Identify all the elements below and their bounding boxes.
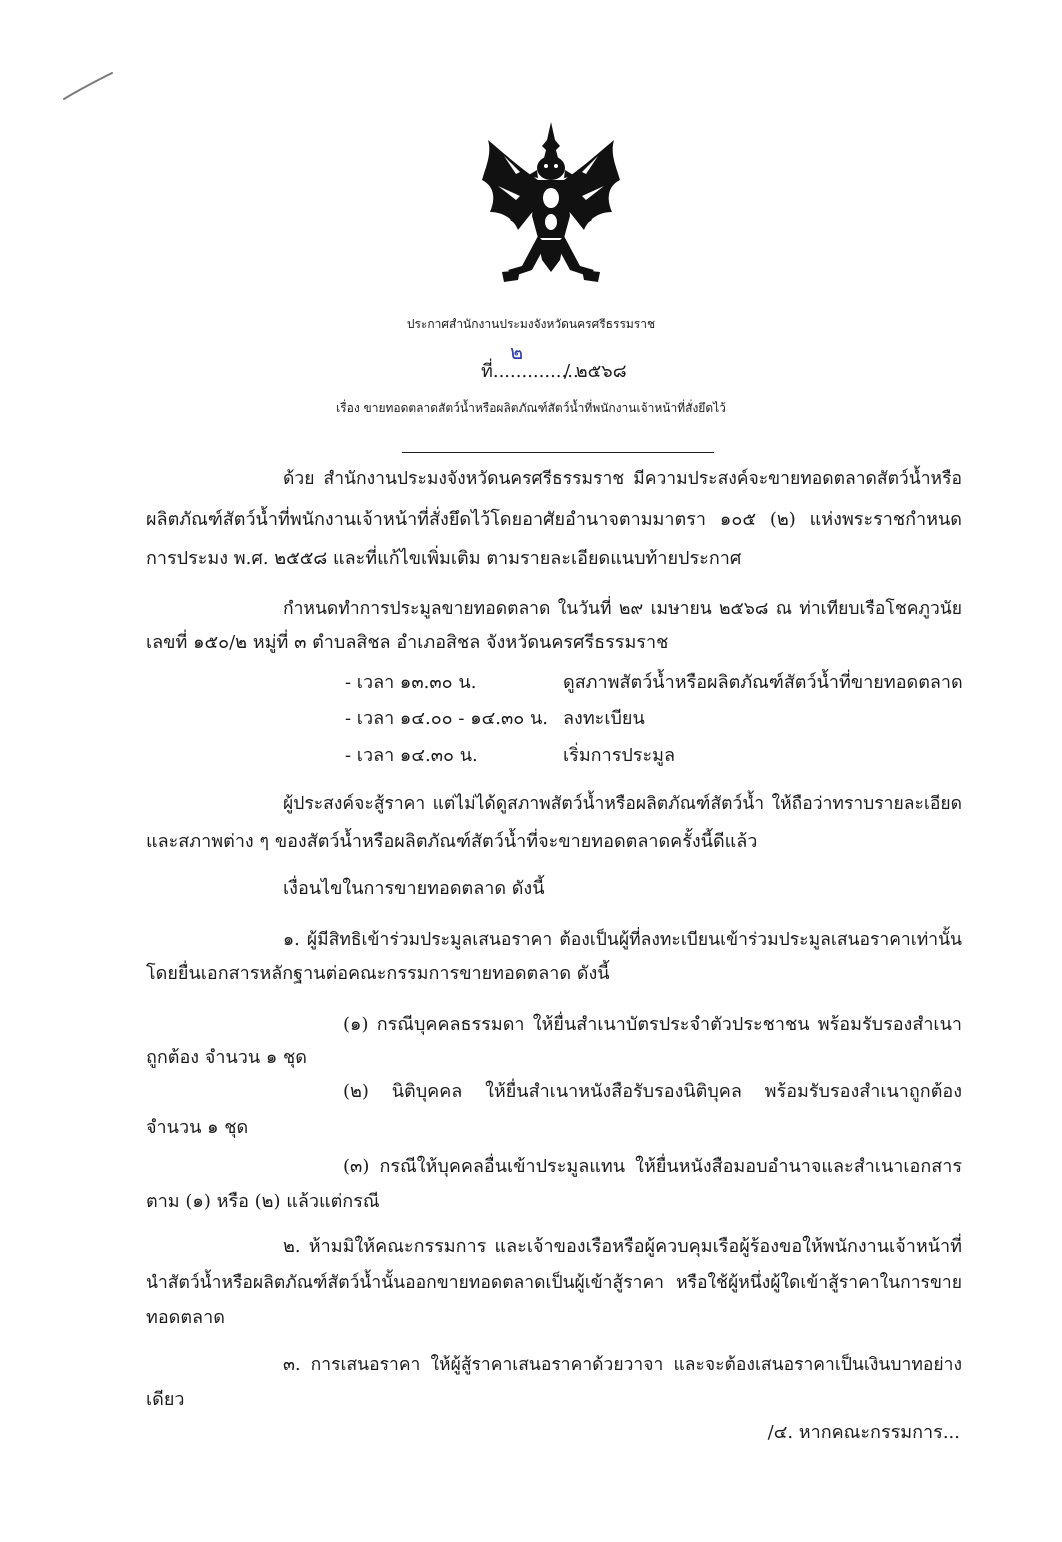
announcement-number-prefix: ที่............... bbox=[481, 361, 579, 382]
condition-1-sub-2-line-2: จำนวน ๑ ชุด bbox=[146, 1117, 249, 1138]
garuda-emblem-icon bbox=[480, 120, 622, 290]
schedule-activity-1: ดูสภาพสัตว์น้ำหรือผลิตภัณฑ์สัตว์น้ำที่ขายทอดตลาด bbox=[563, 672, 963, 693]
page-continuation: /๔. หากคณะกรรมการ... bbox=[767, 1422, 960, 1443]
header-divider bbox=[402, 452, 714, 453]
announcement-number-suffix: / ๒๕๖๘ bbox=[564, 361, 627, 382]
condition-1-sub-3-line-2: ตาม (๑) หรือ (๒) แล้วแต่กรณี bbox=[146, 1191, 380, 1212]
condition-1-sub-3-line-1: (๓) กรณีให้บุคคลอื่นเข้าประมูลแทน ให้ยื่นหนังสือมอบอำนาจและสำเนาเอกสาร bbox=[343, 1156, 962, 1177]
condition-3-line-1: ๓. การเสนอราคา ให้ผู้สู้ราคาเสนอราคาด้วยวาจา และจะต้องเสนอราคาเป็นเงินบาทอย่าง bbox=[283, 1355, 962, 1375]
condition-1-line-2: โดยยื่นเอกสารหลักฐานต่อคณะกรรมการขายทอดตลาด ดังนี้ bbox=[146, 963, 610, 984]
schedule-activity-2: ลงทะเบียน bbox=[563, 708, 645, 729]
notice-line-1: ผู้ประสงค์จะสู้ราคา แต่ไม่ได้ดูสภาพสัตว์น้ำหรือผลิตภัณฑ์สัตว์น้ำ ให้ถือว่าทราบรายละเอียด bbox=[283, 794, 962, 814]
notice-line-2: และสภาพต่าง ๆ ของสัตว์น้ำหรือผลิตภัณฑ์สัตว์น้ำที่จะขายทอดตลาดครั้งนี้ดีแล้ว bbox=[146, 831, 758, 852]
condition-1-line-1: ๑. ผู้มีสิทธิเข้าร่วมประมูลเสนอราคา ต้องเป็นผู้ที่ลงทะเบียนเข้าร่วมประมูลเสนอราคาเท่านั้น bbox=[283, 930, 962, 950]
schedule-activity-3: เริ่มการประมูล bbox=[563, 745, 676, 766]
announcement-title: ประกาศสำนักงานประมงจังหวัดนครศรีธรรมราช bbox=[406, 317, 656, 331]
intro-line-2: ผลิตภัณฑ์สัตว์น้ำที่พนักงานเจ้าหน้าที่สั่งยึดไว้โดยอาศัยอำนาจตามมาตรา ๑๐๕ (๒) แห่งพระราชกำหนด bbox=[146, 509, 962, 530]
auction-line-1: กำหนดทำการประมูลขายทอดตลาด ในวันที่ ๒๙ เมษายน ๒๕๖๘ ณ ท่าเทียบเรือโชคภูวนัย bbox=[283, 599, 962, 619]
condition-3-line-2: เดียว bbox=[146, 1389, 185, 1410]
condition-1-sub-2-line-1: (๒) นิติบุคคล ให้ยื่นสำเนาหนังสือรับรองนิติบุคล พร้อมรับรองสำเนาถูกต้อง bbox=[343, 1081, 962, 1102]
handwritten-number: ๒ bbox=[510, 340, 524, 364]
condition-1-sub-1-line-1: (๑) กรณีบุคคลธรรมดา ให้ยื่นสำเนาบัตรประจำตัวประชาชน พร้อมรับรองสำเนา bbox=[343, 1014, 962, 1035]
schedule-time-3: - เวลา ๑๔.๓๐ น. bbox=[345, 745, 478, 766]
auction-line-2: เลขที่ ๑๕๐/๒ หมู่ที่ ๓ ตำบลสิชล อำเภอสิชล จังหวัดนครศรีธรรมราช bbox=[146, 632, 669, 653]
schedule-time-1: - เวลา ๑๓.๓๐ น. bbox=[345, 672, 477, 693]
intro-line-3: การประมง พ.ศ. ๒๕๕๘ และที่แก้ไขเพิ่มเติม ตามรายละเอียดแนบท้ายประกาศ bbox=[146, 548, 742, 569]
announcement-subject: เรื่อง ขายทอดตลาดสัตว์น้ำหรือผลิตภัณฑ์สัตว์น้ำที่พนักงานเจ้าหน้าที่สั่งยึดไว้ bbox=[336, 401, 726, 415]
schedule-time-2: - เวลา ๑๔.๐๐ - ๑๔.๓๐ น. bbox=[345, 708, 549, 729]
conditions-heading: เงื่อนไขในการขายทอดตลาด ดังนี้ bbox=[283, 878, 545, 899]
condition-2-line-2: นำสัตว์น้ำหรือผลิตภัณฑ์สัตว์น้ำนั้นออกขายทอดตลาดเป็นผู้เข้าสู้ราคา หรือใช้ผู้หนึ่งผู้ใดเข้าสู้ราคาในการขาย bbox=[146, 1273, 962, 1293]
intro-line-1: ด้วย สำนักงานประมงจังหวัดนครศรีธรรมราช มีความประสงค์จะขายทอดตลาดสัตว์น้ำหรือ bbox=[283, 469, 962, 489]
pen-stroke-mark bbox=[62, 70, 114, 102]
condition-2-line-3: ทอดตลาด bbox=[146, 1307, 225, 1328]
condition-2-line-1: ๒. ห้ามมิให้คณะกรรมการ และเจ้าของเรือหรือผู้ควบคุมเรือผู้ร้องขอให้พนักงานเจ้าหน้าที่ bbox=[283, 1236, 962, 1257]
condition-1-sub-1-line-2: ถูกต้อง จำนวน ๑ ชุด bbox=[146, 1047, 307, 1068]
